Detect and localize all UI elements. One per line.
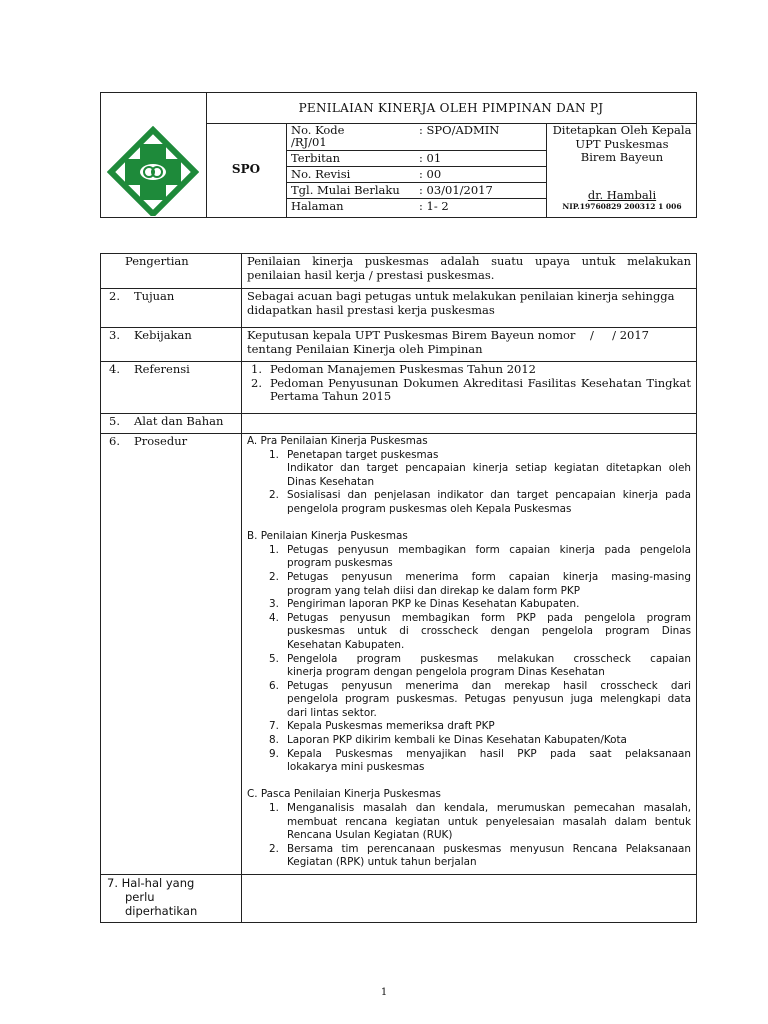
row-label-cell bbox=[101, 414, 242, 433]
step-text: Rencana Usulan Kegiatan (RUK) bbox=[287, 829, 453, 842]
step-text: Pengiriman laporan PKP ke Dinas Kesehatan Kabupaten. bbox=[287, 598, 580, 611]
content-line: penilaian hasil kerja / prestasi puskesmas. bbox=[247, 267, 495, 282]
procedure-step bbox=[247, 612, 691, 653]
step-text: Petugas penyusun menerima dan merekap hasil crosscheck dari bbox=[287, 679, 691, 692]
procedure-step bbox=[247, 720, 691, 734]
step-text: puskesmas untuk di crosscheck dengan pengelola program Dinas bbox=[287, 625, 691, 638]
step-text: pengelola program puskesmas. Petugas penyusun juga melengkapi data bbox=[287, 693, 691, 706]
row-number: 6. bbox=[109, 434, 120, 448]
field-row-tanggal bbox=[287, 183, 546, 199]
row-pengertian bbox=[101, 254, 696, 289]
item-text: Pedoman Manajemen Puskesmas Tahun 2012 bbox=[270, 362, 536, 376]
row-label: diperhatikan bbox=[125, 904, 198, 918]
procedure-step bbox=[247, 449, 691, 490]
row-label: Kebijakan bbox=[134, 328, 192, 342]
step-number: 1. bbox=[269, 543, 279, 556]
row-number: 3. bbox=[109, 328, 120, 342]
row-hal-hal bbox=[101, 875, 696, 922]
step-text: Dinas Kesehatan bbox=[287, 475, 375, 488]
field-label: Tgl. Mulai Berlaku bbox=[291, 183, 400, 197]
row-label-cell bbox=[101, 875, 242, 922]
step-number: 8. bbox=[269, 734, 279, 747]
row-content bbox=[247, 255, 691, 282]
item-number: 2. bbox=[251, 376, 262, 390]
field-label: Halaman bbox=[291, 199, 344, 213]
content-line: Sebagai acuan bagi petugas untuk melakukan penilaian kinerja sehingga bbox=[247, 289, 675, 303]
procedure-step bbox=[247, 489, 691, 516]
step-text: Kegiatan (RPK) untuk tahun berjalan bbox=[287, 856, 477, 869]
row-content bbox=[247, 363, 691, 405]
row-label: Alat dan Bahan bbox=[134, 414, 224, 428]
row-label-cell bbox=[101, 328, 242, 361]
step-text: Indikator dan target pencapaian kinerja setiap kegiatan ditetapkan oleh bbox=[287, 462, 691, 475]
row-tujuan bbox=[101, 289, 696, 328]
content-line: Penilaian kinerja puskesmas adalah suatu upaya untuk melakukan bbox=[247, 254, 691, 268]
step-text: Laporan PKP dikirim kembali ke Dinas Kesehatan Kabupaten/Kota bbox=[287, 734, 627, 747]
item-text: Pedoman Penyusunan Dokumen Akreditasi Fasilitas Kesehatan Tingkat bbox=[270, 376, 691, 390]
row-kebijakan bbox=[101, 328, 696, 362]
row-label: 7. Hal-hal yang bbox=[107, 876, 195, 890]
step-number: 9. bbox=[269, 747, 279, 760]
step-number: 2. bbox=[269, 842, 279, 855]
step-text: Petugas penyusun membagikan form PKP pada pengelola program bbox=[287, 611, 691, 624]
procedure-table bbox=[100, 253, 697, 923]
field-value: : 01 bbox=[419, 151, 442, 165]
step-text: pengelola program puskesmas oleh Kepala Puskesmas bbox=[287, 502, 572, 515]
procedure-group-heading: A. Pra Penilaian Kinerja Puskesmas bbox=[247, 435, 428, 447]
step-text: Penetapan target puskesmas bbox=[287, 448, 439, 461]
step-number: 6. bbox=[269, 679, 279, 692]
procedure-step bbox=[247, 843, 691, 870]
row-alat-bahan bbox=[101, 414, 696, 434]
row-label-cell bbox=[101, 362, 242, 413]
procedure-step bbox=[247, 748, 691, 775]
row-number: 2. bbox=[109, 289, 120, 303]
procedure-step bbox=[247, 802, 691, 843]
step-text: membuat rencana kegiatan untuk penyelesaian masalah dalam bentuk bbox=[287, 815, 691, 828]
field-value: : SPO/ADMIN bbox=[419, 123, 500, 137]
step-text: lokakarya mini puskesmas bbox=[287, 761, 425, 774]
header-table bbox=[100, 92, 697, 218]
page-number: 1 bbox=[380, 987, 388, 998]
field-value-continued: /RJ/01 bbox=[291, 135, 327, 149]
row-label: perlu bbox=[125, 890, 155, 904]
step-text: Petugas penyusun membagikan form capaian kinerja pada pengelola bbox=[287, 543, 691, 556]
field-row-halaman bbox=[287, 199, 546, 216]
row-number: 4. bbox=[109, 362, 120, 376]
field-value: : 03/01/2017 bbox=[419, 183, 493, 197]
step-text: dari lintas sektor. bbox=[287, 706, 377, 719]
step-number: 7. bbox=[269, 720, 279, 733]
step-text: Kesehatan Kabupaten. bbox=[287, 638, 405, 651]
row-number: 5. bbox=[109, 414, 120, 428]
step-text: kinerja program dengan pengelola program Dinas Kesehatan bbox=[287, 666, 605, 679]
step-number: 1. bbox=[269, 448, 279, 461]
signer-name: dr. Hambali bbox=[587, 187, 657, 202]
procedure-group-heading: B. Penilaian Kinerja Puskesmas bbox=[247, 530, 408, 543]
step-text: Petugas penyusun menerima form capaian kinerja masing-masing bbox=[287, 570, 691, 583]
row-prosedur bbox=[101, 434, 696, 875]
item-number: 1. bbox=[251, 362, 262, 376]
row-label: Tujuan bbox=[134, 289, 175, 303]
content-line: Keputusan kepala UPT Puskesmas Birem Bayeun nomor / / 2017 bbox=[247, 328, 649, 342]
step-number: 5. bbox=[269, 652, 279, 665]
list-item bbox=[247, 377, 691, 405]
step-number: 1. bbox=[269, 802, 279, 815]
row-content bbox=[247, 290, 691, 317]
row-label: Referensi bbox=[134, 362, 190, 376]
doc-type-label: SPO bbox=[206, 123, 287, 217]
row-referensi bbox=[101, 362, 696, 414]
row-label-cell bbox=[101, 289, 242, 327]
document-info-grid bbox=[287, 123, 547, 217]
signer-nip: NIP.19760829 200312 1 006 bbox=[562, 202, 682, 212]
item-text: Pertama Tahun 2015 bbox=[270, 389, 392, 403]
step-number: 3. bbox=[269, 598, 279, 611]
row-content bbox=[247, 329, 691, 356]
approval-block bbox=[547, 123, 697, 217]
step-text: Sosialisasi dan penjelasan indikator dan target pencapaian kinerja pada bbox=[287, 489, 691, 502]
puskesmas-logo-icon bbox=[107, 126, 199, 216]
list-item bbox=[247, 363, 691, 377]
step-number: 4. bbox=[269, 611, 279, 624]
field-value: : 00 bbox=[419, 167, 442, 181]
step-text: Kepala Puskesmas memeriksa draft PKP bbox=[287, 720, 495, 733]
field-label: No. Kode bbox=[291, 123, 345, 137]
document-title: PENILAIAN KINERJA OLEH PIMPINAN DAN PJ bbox=[206, 93, 696, 124]
logo-cell bbox=[101, 93, 207, 217]
procedure-step bbox=[247, 680, 691, 721]
approval-line: Ditetapkan Oleh Kepala bbox=[552, 123, 692, 137]
approval-line: UPT Puskesmas bbox=[575, 136, 669, 151]
step-number: 2. bbox=[269, 489, 279, 502]
procedure-step bbox=[247, 571, 691, 598]
content-line: didapatkan hasil prestasi kerja puskesmas bbox=[247, 302, 495, 317]
field-row-kode bbox=[287, 123, 546, 151]
step-text: program yang telah diisi dan direkap ke dalam form PKP bbox=[287, 584, 580, 597]
field-label: No. Revisi bbox=[291, 167, 351, 181]
approval-line: Birem Bayeun bbox=[580, 150, 664, 165]
row-label-cell bbox=[101, 254, 242, 288]
row-label: Prosedur bbox=[134, 434, 188, 448]
step-text: Menganalisis masalah dan kendala, merumuskan pemecahan masalah, bbox=[287, 802, 691, 815]
procedure-content bbox=[247, 435, 691, 870]
procedure-step bbox=[247, 653, 691, 680]
step-number: 2. bbox=[269, 570, 279, 583]
row-label: Pengertian bbox=[125, 254, 189, 268]
field-label: Terbitan bbox=[291, 151, 341, 165]
procedure-group-heading: C. Pasca Penilaian Kinerja Puskesmas bbox=[247, 788, 441, 801]
step-text: program puskesmas bbox=[287, 557, 393, 570]
step-text: Bersama tim perencanaan puskesmas menyusun Rencana Pelaksanaan bbox=[287, 842, 691, 855]
procedure-step bbox=[247, 544, 691, 571]
step-text: Kepala Puskesmas menyajikan hasil PKP pada saat pelaksanaan bbox=[287, 747, 691, 760]
field-row-revisi bbox=[287, 167, 546, 183]
field-row-terbitan bbox=[287, 151, 546, 167]
step-text: Pengelola program puskesmas melakukan crosscheck capaian bbox=[287, 652, 691, 665]
field-value: : 1- 2 bbox=[419, 199, 449, 213]
content-line: tentang Penilaian Kinerja oleh Pimpinan bbox=[247, 341, 483, 356]
procedure-step bbox=[247, 598, 691, 612]
procedure-step bbox=[247, 734, 691, 748]
row-label-cell bbox=[101, 434, 242, 874]
